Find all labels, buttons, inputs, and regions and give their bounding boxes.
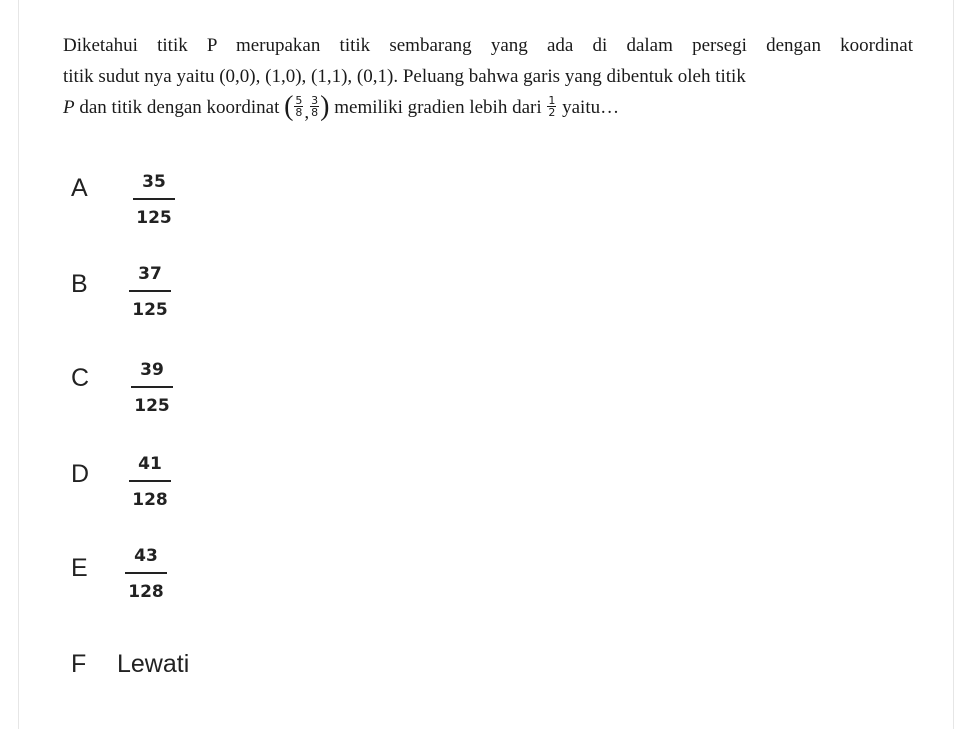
option-d-fraction (129, 454, 171, 510)
option-b-denominator: 125 (132, 300, 168, 320)
option-e-numerator: 43 (134, 546, 158, 566)
option-a-fraction (133, 172, 175, 228)
option-b[interactable] (71, 262, 271, 332)
point-y-denominator: 8 (311, 106, 319, 120)
square-vertex-coordinates: (0,0), (1,0), (1,1), (0,1). (219, 66, 399, 87)
point-y-fraction (310, 95, 319, 118)
option-d-denominator: 128 (132, 490, 168, 510)
option-d-numerator: 41 (138, 454, 162, 474)
option-e[interactable] (71, 546, 271, 616)
right-paren: ) (320, 90, 330, 122)
left-paren: ( (284, 90, 294, 122)
point-x-fraction (294, 95, 303, 118)
option-d[interactable] (71, 452, 271, 522)
option-a[interactable] (71, 168, 271, 238)
question-line-2-rest: Peluang bahwa garis yang dibentuk oleh titik (402, 66, 746, 87)
gradient-threshold-fraction (547, 95, 556, 118)
option-c-letter: C (71, 364, 90, 392)
option-b-numerator: 37 (138, 264, 162, 284)
skip-option-letter: F (71, 650, 87, 678)
option-c-numerator: 39 (140, 360, 164, 380)
option-d-letter: D (71, 460, 90, 488)
point-y-numerator: 3 (311, 94, 319, 108)
option-a-denominator: 125 (136, 208, 172, 228)
option-c[interactable] (71, 356, 271, 426)
question-line-2-text: titik sudut nya yaitu (63, 66, 215, 87)
question-line-3-mid: memiliki gradien lebih dari (334, 97, 542, 118)
question-text (63, 30, 913, 123)
point-p-variable: P (63, 97, 75, 118)
question-line-3-end: yaitu… (562, 97, 620, 118)
question-line-3-text: dan titik dengan koordinat (79, 97, 280, 118)
question-card (18, 0, 954, 729)
option-e-denominator: 128 (128, 582, 164, 602)
skip-option[interactable] (71, 648, 271, 688)
gradient-threshold-numerator: 1 (548, 94, 556, 108)
option-a-numerator: 35 (142, 172, 166, 192)
option-b-letter: B (71, 270, 88, 298)
option-c-fraction (131, 360, 173, 416)
question-line-1 (63, 30, 913, 61)
question-line-3 (63, 92, 913, 123)
question-line-2 (63, 61, 913, 92)
option-e-letter: E (71, 554, 88, 582)
gradient-threshold-denominator: 2 (548, 106, 556, 120)
point-x-denominator: 8 (295, 106, 303, 120)
skip-option-label: Lewati (117, 650, 190, 678)
option-c-denominator: 125 (134, 396, 170, 416)
point-x-numerator: 5 (295, 94, 303, 108)
question-line-1-text: Diketahui titik P merupakan titik sembarang yang ada di dalam persegi dengan koordinat (63, 35, 913, 56)
option-b-fraction (129, 264, 171, 320)
option-a-letter: A (71, 174, 88, 202)
option-e-fraction (125, 546, 167, 602)
coordinate-comma: , (304, 102, 310, 124)
